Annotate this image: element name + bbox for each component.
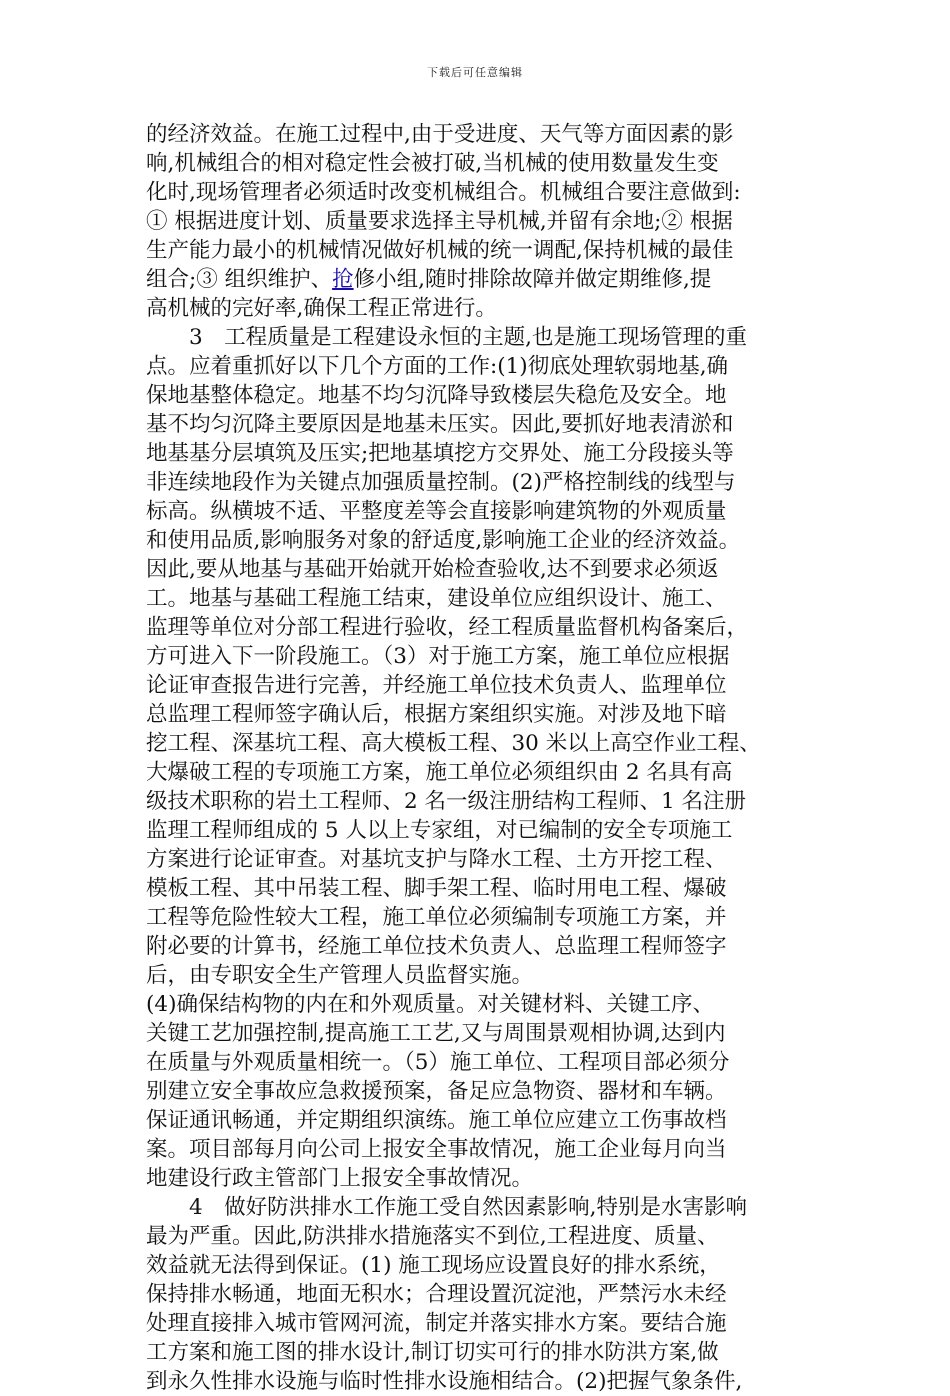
text-line: 效益就无法得到保证。(1) 施工现场应设置良好的排水系统， <box>146 1253 721 1278</box>
text-line: 4 做好防洪排水工作施工受自然因素影响,特别是水害影响 <box>146 1195 748 1220</box>
text-line: 别建立安全事故应急救援预案，备足应急物资、器材和车辆。 <box>146 1079 727 1104</box>
page-header: 下载后可任意编辑 <box>427 66 523 79</box>
text-line: 和使用品质,影响服务对象的舒适度,影响施工企业的经济效益。 <box>146 528 741 553</box>
text-line: 保持排水畅通，地面无积水；合理设置沉淀池，严禁污水未经 <box>146 1282 727 1307</box>
text-line: 挖工程、深基坑工程、高大模板工程、30 米以上高空作业工程、 <box>146 731 761 756</box>
text-line: 附必要的计算书，经施工单位技术负责人、总监理工程师签字 <box>146 934 727 959</box>
text-line: 方可进入下一阶段施工。（3）对于施工方案，施工单位应根据 <box>146 644 730 669</box>
text-line: 非连续地段作为关键点加强质量控制。(2)严格控制线的线型与 <box>146 470 736 495</box>
text-line: 总监理工程师签字确认后，根据方案组织实施。对涉及地下暗 <box>146 702 727 727</box>
text-line-segment: 组合;③ 组织维护、 <box>146 267 333 292</box>
text-line <box>146 265 816 294</box>
text-line: 的经济效益。在施工过程中,由于受进度、天气等方面因素的影 <box>146 122 734 147</box>
text-line: 关键工艺加强控制,提高施工工艺,又与周围景观相协调,达到内 <box>146 1021 726 1046</box>
text-line: 3 工程质量是工程建设永恒的主题,也是施工现场管理的重 <box>146 325 748 350</box>
text-line: 基不均匀沉降主要原因是地基未压实。因此,要抓好地表清淤和 <box>146 412 734 437</box>
text-line: 标高。纵横坡不适、平整度差等会直接影响建筑物的外观质量 <box>146 499 727 524</box>
text-line-segment: 修小组,随时排除故障并做定期维修,提 <box>353 267 712 292</box>
text-line: 大爆破工程的专项施工方案，施工单位必须组织由 2 名具有高 <box>146 760 733 785</box>
document-body <box>146 120 816 1396</box>
text-line: (4)确保结构物的内在和外观质量。对关键材料、关键工序、 <box>146 992 714 1017</box>
text-line: 化时,现场管理者必须适时改变机械组合。机械组合要注意做到: <box>146 180 741 205</box>
text-line: 保地基整体稳定。地基不均匀沉降导致楼层失稳危及安全。地 <box>146 383 727 408</box>
text-line: 工。地基与基础工程施工结束，建设单位应组织设计、施工、 <box>146 586 727 611</box>
text-line: 保证通讯畅通，并定期组织演练。施工单位应建立工伤事故档 <box>146 1108 727 1133</box>
text-line: 论证审查报告进行完善，并经施工单位技术负责人、监理单位 <box>146 673 727 698</box>
text-line: 工程等危险性较大工程，施工单位必须编制专项施工方案，并 <box>146 905 727 930</box>
text-line: ① 根据进度计划、质量要求选择主导机械,并留有余地;② 根据 <box>146 209 733 234</box>
inline-link[interactable]: 抢 <box>332 267 354 292</box>
text-line: 地建设行政主管部门上报安全事故情况。 <box>146 1166 534 1191</box>
text-line: 因此,要从地基与基础开始就开始检查验收,达不到要求必须返 <box>146 557 719 582</box>
text-line: 最为严重。因此,防洪排水措施落实不到位,工程进度、质量、 <box>146 1224 719 1249</box>
text-line: 方案进行论证审查。对基坑支护与降水工程、土方开挖工程、 <box>146 847 727 872</box>
text-line: 在质量与外观质量相统一。（5）施工单位、工程项目部必须分 <box>146 1050 730 1075</box>
text-line: 模板工程、其中吊装工程、脚手架工程、临时用电工程、爆破 <box>146 876 727 901</box>
text-line: 点。应着重抓好以下几个方面的工作:(1)彻底处理软弱地基,确 <box>146 354 729 379</box>
text-line: 处理直接排入城市管网河流，制定并落实排水方案。要结合施 <box>146 1311 727 1336</box>
text-line: 监理工程师组成的 5 人以上专家组，对已编制的安全专项施工 <box>146 818 733 843</box>
text-line: 到永久性排水设施与临时性排水设施相结合。(2)把握气象条件, <box>146 1369 743 1394</box>
text-line: 生产能力最小的机械情况做好机械的统一调配,保持机械的最佳 <box>146 238 734 263</box>
text-line: 后，由专职安全生产管理人员监督实施。 <box>146 963 534 988</box>
text-line: 工方案和施工图的排水设计,制订切实可行的排水防洪方案,做 <box>146 1340 719 1365</box>
text-line: 地基基分层填筑及压实;把地基填挖方交界处、施工分段接头等 <box>146 441 734 466</box>
text-line: 高机械的完好率,确保工程正常进行。 <box>146 296 497 321</box>
text-line: 级技术职称的岩土工程师、2 名一级注册结构工程师、1 名注册 <box>146 789 747 814</box>
text-line: 响,机械组合的相对稳定性会被打破,当机械的使用数量发生变 <box>146 151 719 176</box>
text-line: 案。项目部每月向公司上报安全事故情况，施工企业每月向当 <box>146 1137 727 1162</box>
text-line: 监理等单位对分部工程进行验收，经工程质量监督机构备案后， <box>146 615 749 640</box>
